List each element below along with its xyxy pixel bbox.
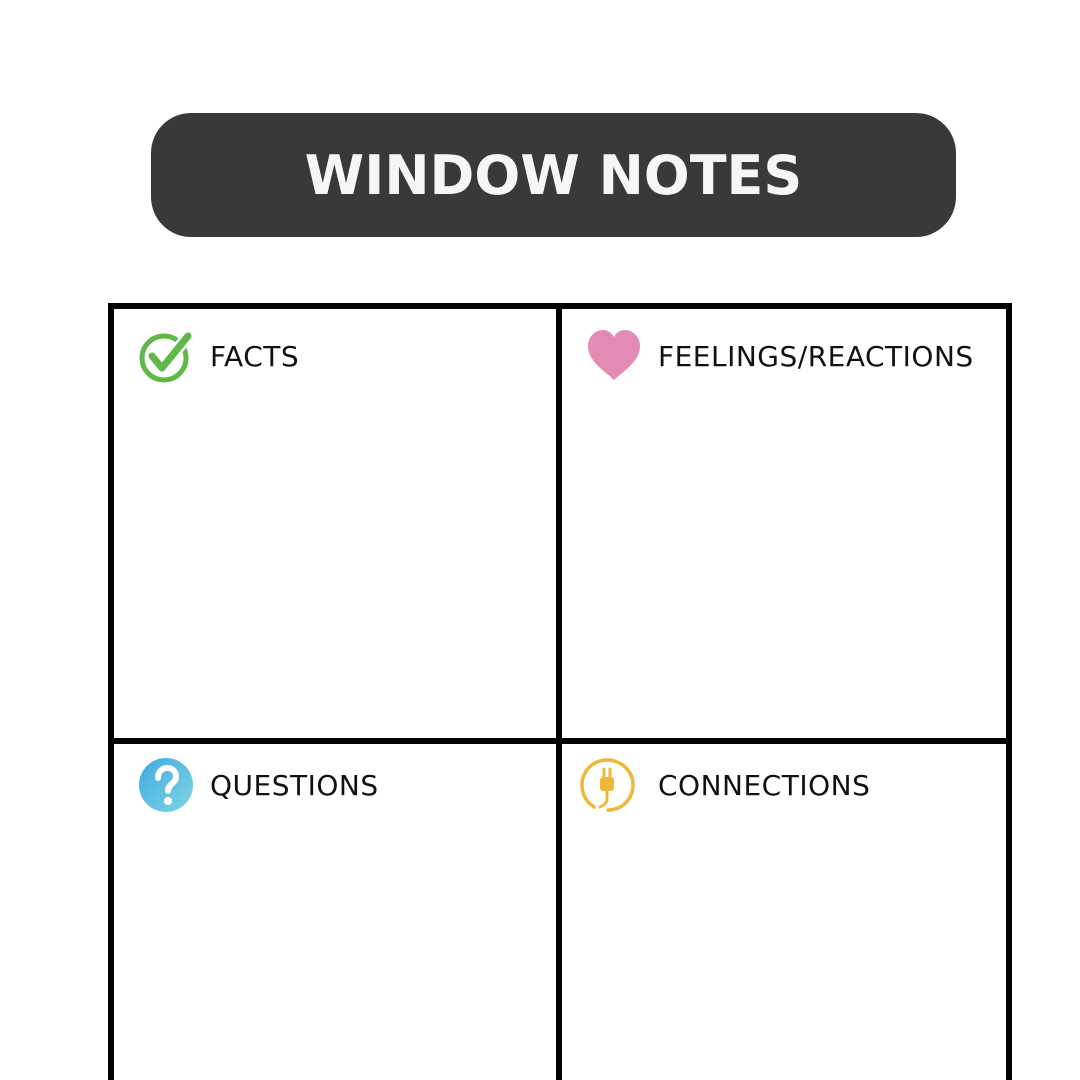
feelings-reactions-header <box>586 328 974 384</box>
questions-header <box>138 757 379 813</box>
question-mark-icon <box>138 757 194 813</box>
grid-right-border <box>1006 303 1012 1080</box>
plug-icon <box>580 757 636 813</box>
cell-label-feelings-reactions: FEELINGS/REACTIONS <box>658 339 974 373</box>
connections-header <box>580 757 870 813</box>
page-title: WINDOW NOTES <box>304 143 803 207</box>
facts-header <box>138 328 299 384</box>
title-banner <box>151 113 956 237</box>
checkmark-icon <box>138 328 194 384</box>
cell-label-facts: FACTS <box>210 339 300 373</box>
cell-label-questions: QUESTIONS <box>210 768 379 802</box>
cell-label-connections: CONNECTIONS <box>658 768 871 802</box>
heart-icon <box>586 328 642 384</box>
